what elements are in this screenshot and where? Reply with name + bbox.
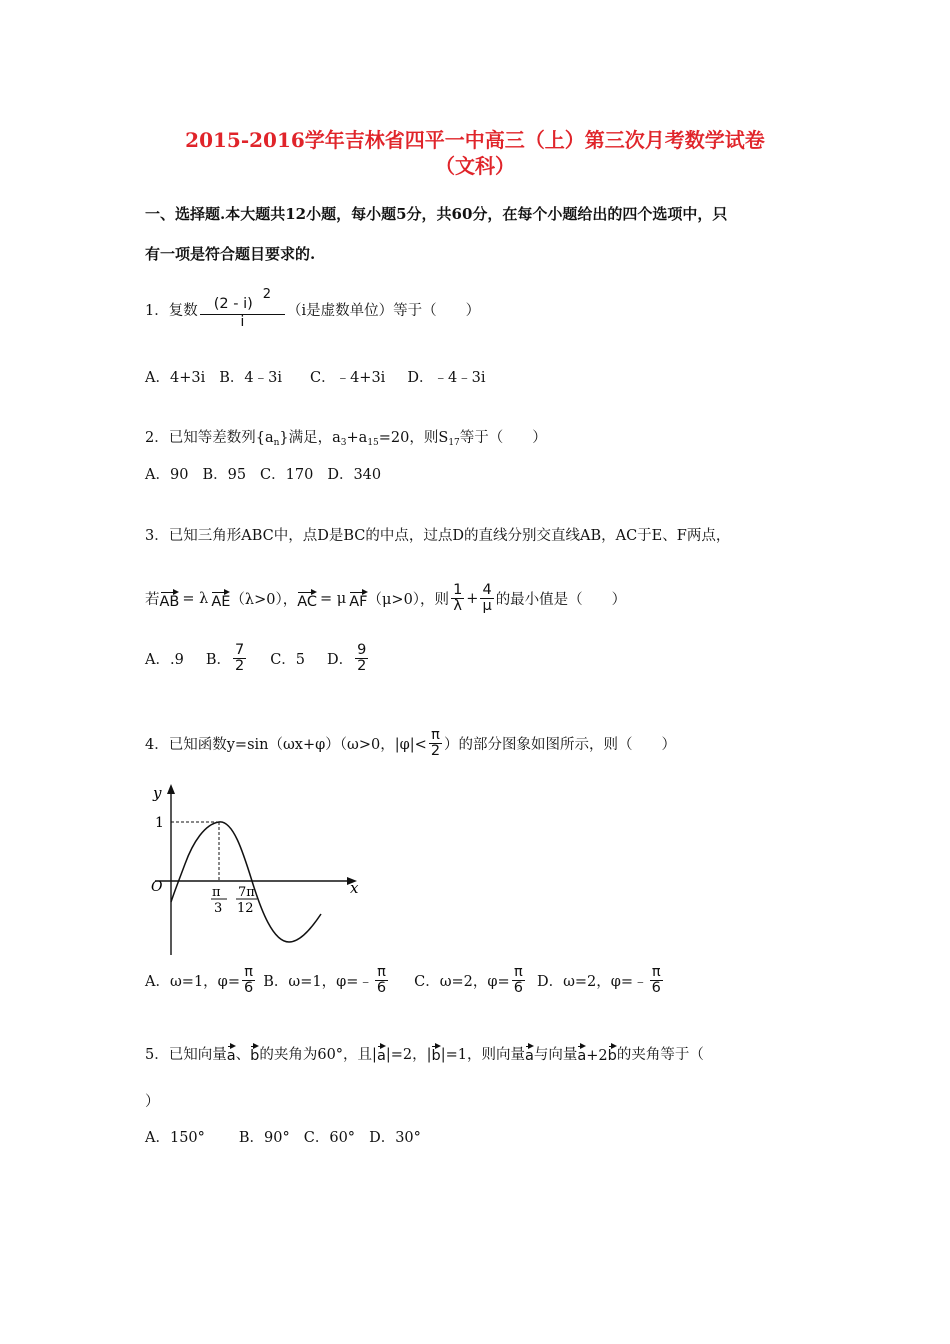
vector-a-4: a (577, 1042, 586, 1064)
q2-option-a[interactable]: A．90 (145, 467, 189, 483)
q4-option-d[interactable]: D．ω=2，φ=﹣ $\frac{\pi}{6}$ (536, 964, 661, 997)
vector-a-2: a (377, 1042, 386, 1064)
y-axis-arrow (167, 784, 175, 794)
q1-option-b[interactable]: B．4﹣3i (219, 370, 282, 386)
section-header: 一、选择题.本大题共12小题，每小题5分，共60分，在每个小题给出的四个选项中，只 (145, 205, 728, 223)
y-axis-label: y (153, 784, 162, 802)
sine-graph (135, 780, 375, 960)
fraction-pi-over-2: $\frac{\pi}{2}$ (430, 727, 441, 760)
q3-option-d[interactable]: D． $\frac{9}{2}$ (327, 642, 367, 675)
question-5-cont: ） (145, 1094, 160, 1110)
fraction-4-mu: $\frac{4}{\mu}$ (482, 582, 492, 615)
tick-pi-over-3-den: 3 (214, 901, 223, 916)
q1-fraction: $\frac{(2 - i)^2}{i}$ (200, 292, 285, 330)
vector-a: a (227, 1042, 236, 1064)
vector-ac: AC (297, 588, 317, 610)
q5-option-b[interactable]: B．90° (238, 1130, 290, 1146)
q2-option-c[interactable]: C．170 (260, 467, 314, 483)
question-5: 5．已知向量 a 、 b 的夹角为60°，且| a |=2，| b |=1，则向量 a 与向量 a +2 b 的夹角等于（ (145, 1042, 704, 1064)
q2-option-d[interactable]: D．340 (327, 467, 382, 483)
origin-label: O (151, 879, 163, 895)
q3-option-b[interactable]: B． $\frac{7}{2}$ (205, 642, 245, 675)
q4-option-a[interactable]: A．ω=1，φ= $\frac{\pi}{6}$ (145, 964, 254, 997)
q3-options (145, 643, 370, 674)
q1-option-a[interactable]: A．4+3i (145, 370, 206, 386)
tick-7pi-over-12-num: 7π (238, 885, 255, 900)
q4-option-b[interactable]: B．ω=1，φ=﹣ $\frac{\pi}{6}$ (263, 964, 387, 997)
question-4: 4．已知函数y=sin（ωx+φ）（ω>0，|φ|< $\frac{\pi}{2}$ ）的部分图象如图所示，则（ ） (145, 727, 677, 760)
exam-title: 2015-2016学年吉林省四平一中高三（上）第三次月考数学试卷 (185, 128, 765, 152)
tick-7pi-over-12-den: 12 (237, 901, 254, 916)
q5-option-d[interactable]: D．30° (369, 1130, 421, 1146)
tick-pi-over-3-num: π (212, 885, 221, 900)
q1-option-c[interactable]: C．﹣4+3i (309, 370, 386, 386)
vector-b-3: b (608, 1042, 617, 1064)
question-3: 3．已知三角形ABC中，点D是BC的中点，过点D的直线分别交直线AB，AC于E、F两点， (145, 528, 731, 544)
q1-options (145, 366, 500, 387)
q2-option-b[interactable]: B．95 (202, 467, 247, 483)
vector-af: AF (349, 588, 367, 610)
section-header-cont: 有一项是符合题目要求的. (145, 245, 316, 263)
question-2: 2．已知等差数列$\{a_n\}$满足，$a_3+a_{15}=20$，则$S_{17}$等于（ ） (145, 430, 547, 448)
q5-option-a[interactable]: A．150° (145, 1130, 205, 1146)
q5-options (145, 1126, 435, 1147)
question-1 (145, 287, 481, 331)
sine-curve (171, 822, 321, 942)
fraction-1-lambda: $\frac{1}{\lambda}$ (453, 582, 463, 615)
q1-suffix: （i是虚数单位）等于（ ） (287, 303, 481, 320)
q2-options (145, 463, 395, 484)
vector-b: b (250, 1042, 259, 1064)
q3-option-a[interactable]: A．.9 (145, 652, 184, 669)
question-3-condition: 若 AB = λ AE （λ>0）， AC = μ AF （μ>0），则 $\frac{1}{\lambda}$ + $\frac{4}{\mu}$ 的最小值是（ ） (145, 582, 627, 615)
q3-option-c[interactable]: C．5 (270, 652, 306, 669)
y-tick-one: 1 (155, 815, 164, 831)
exam-subtitle: （文科） (435, 154, 515, 178)
vector-b-2: b (431, 1042, 440, 1064)
q1-prefix: 1．复数 (145, 303, 198, 320)
q4-options (145, 965, 665, 996)
q1-option-d[interactable]: D．﹣4﹣3i (407, 370, 486, 386)
q5-option-c[interactable]: C．60° (303, 1130, 356, 1146)
vector-a-3: a (525, 1042, 534, 1064)
q4-option-c[interactable]: C．ω=2，φ= $\frac{\pi}{6}$ (414, 964, 523, 997)
vector-ae: AE (211, 588, 230, 610)
vector-ab: AB (160, 588, 180, 610)
x-axis-label: x (350, 879, 359, 897)
